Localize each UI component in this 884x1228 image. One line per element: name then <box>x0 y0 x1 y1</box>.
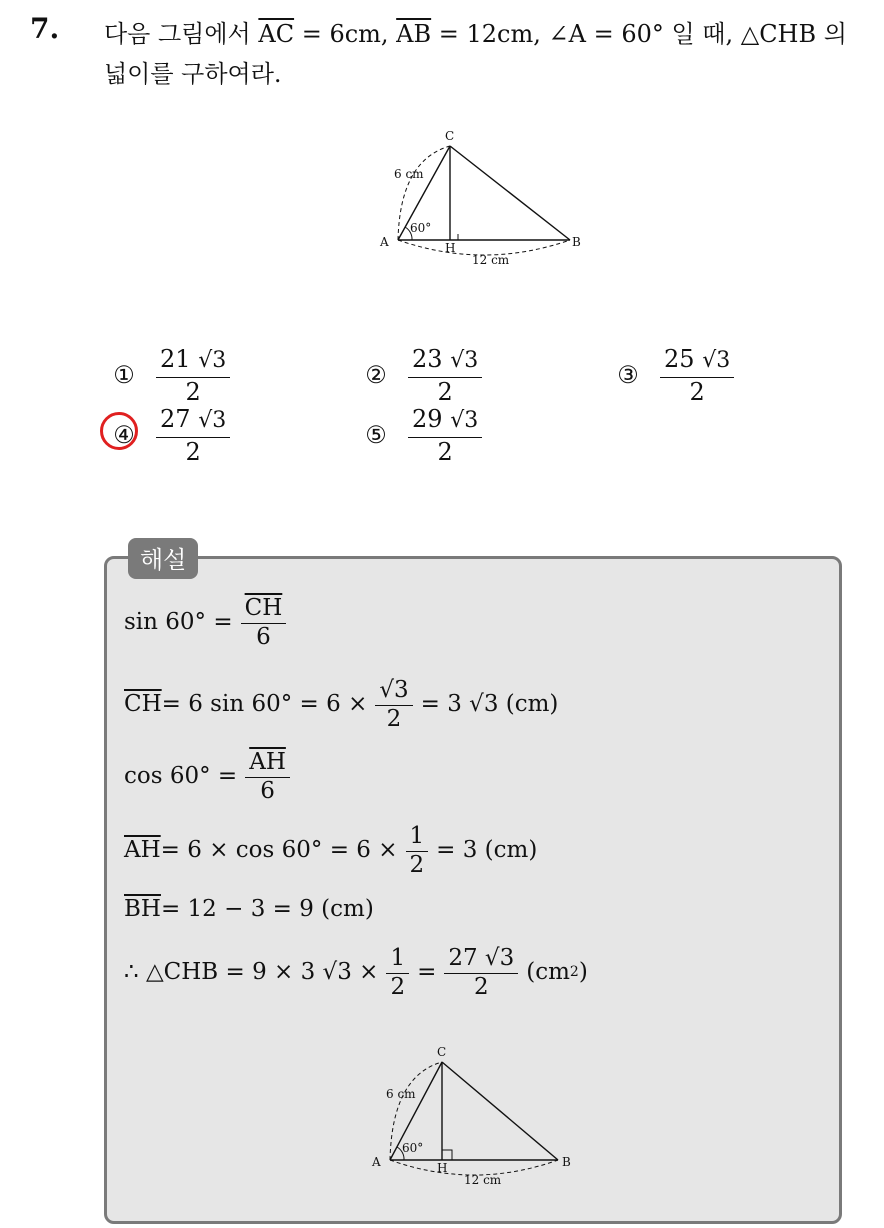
solution-line-4 <box>124 822 537 878</box>
solution-line-1 <box>124 594 294 650</box>
label-a: A <box>372 1155 381 1169</box>
fraction-denominator: 2 <box>437 438 453 466</box>
l2-numerator: √3 <box>375 676 412 706</box>
label-ac: 6 cm <box>386 1087 416 1101</box>
sqrt: √3 <box>702 348 731 373</box>
fraction-numerator: 27 <box>160 405 191 433</box>
label-angle: 60° <box>410 221 432 235</box>
choice-5[interactable] <box>356 404 482 466</box>
l6-equals: = <box>417 959 437 985</box>
solution-tag: 해설 <box>128 538 198 579</box>
choice-marker: ① <box>113 361 135 389</box>
l6-denominator-2: 2 <box>473 974 489 1000</box>
l5-text: = 12 − 3 = 9 (cm) <box>160 896 374 922</box>
fraction-denominator: 2 <box>437 378 453 406</box>
l3-denominator: 6 <box>260 778 275 804</box>
l6-denominator: 2 <box>390 974 406 1000</box>
segment-ab: $\overline{AB}$ <box>396 20 432 48</box>
choice-3[interactable] <box>608 344 734 406</box>
l1-numerator: $\overline{CH}$ <box>241 594 287 624</box>
label-h: H <box>437 1161 448 1175</box>
choice-fraction <box>156 344 230 406</box>
sqrt: √3 <box>450 408 479 433</box>
l6-fraction-2 <box>444 944 518 1000</box>
solution-line-5 <box>124 896 374 922</box>
choice-marker: ② <box>365 361 387 389</box>
fraction-denominator: 2 <box>689 378 705 406</box>
label-ab: 12 cm <box>472 253 510 267</box>
question-line2: 넓이를 구하여라. <box>104 60 282 88</box>
answer-circle-mark <box>100 412 138 450</box>
label-ab: 12 cm <box>464 1173 502 1187</box>
label-b: B <box>562 1155 571 1169</box>
l6-close-paren: ) <box>578 959 588 985</box>
label-ac: 6 cm <box>394 167 424 181</box>
question-number: 7. <box>30 12 60 45</box>
l2-denominator: 2 <box>386 706 402 732</box>
solution-line-3 <box>124 748 298 804</box>
l6-unit: (cm <box>526 959 570 985</box>
side-cb <box>450 146 570 240</box>
fraction-numerator: 29 <box>412 405 443 433</box>
solution-line-2 <box>124 676 558 732</box>
ab-value: = 12cm, ∠A = 60° 일 때, △CHB 의 <box>431 20 847 48</box>
l4-text: = 6 × cos 60° = 6 × <box>160 837 398 863</box>
l1-text: sin 60° = <box>124 609 233 635</box>
l3-fraction <box>245 748 290 804</box>
sqrt: √3 <box>450 348 479 373</box>
fraction-numerator: 21 <box>160 345 191 373</box>
l1-fraction <box>241 594 287 650</box>
l5-segment: $\overline{BH}$ <box>124 896 161 922</box>
l6-exponent: 2 <box>569 964 579 980</box>
l4-result: = 3 (cm) <box>436 837 538 863</box>
l1-denominator: 6 <box>256 624 271 650</box>
choice-marker: ④ <box>113 421 135 449</box>
l4-segment: $\overline{AH}$ <box>124 837 161 863</box>
fraction-numerator: 25 <box>664 345 695 373</box>
solution-line-6 <box>124 944 588 1000</box>
l4-denominator: 2 <box>409 852 425 878</box>
label-c: C <box>437 1045 447 1059</box>
l6-text: ∴ △CHB = 9 × 3 √3 × <box>124 959 379 985</box>
right-angle-mark <box>442 1150 452 1160</box>
choice-marker: ⑤ <box>365 421 387 449</box>
label-b: B <box>572 235 581 249</box>
label-a: A <box>380 235 389 249</box>
label-h: H <box>445 241 456 255</box>
choice-fraction <box>156 404 230 466</box>
choice-1[interactable] <box>104 344 230 406</box>
l3-numerator: $\overline{AH}$ <box>245 748 290 778</box>
question-line1-prefix: 다음 그림에서 <box>104 20 259 48</box>
label-c: C <box>445 129 455 143</box>
l4-fraction <box>406 822 429 878</box>
l2-result: = 3 √3 (cm) <box>420 691 559 717</box>
choice-fraction <box>408 404 482 466</box>
l2-fraction <box>375 676 412 732</box>
choice-fraction <box>408 344 482 406</box>
sqrt: √3 <box>198 408 227 433</box>
l4-numerator: 1 <box>406 822 429 852</box>
question-text <box>104 14 874 94</box>
ac-value: = 6cm, <box>294 20 397 48</box>
triangle-figure <box>360 120 600 270</box>
l2-segment: $\overline{CH}$ <box>124 691 162 717</box>
fraction-denominator: 2 <box>185 378 201 406</box>
l6-fraction <box>386 944 409 1000</box>
segment-ac: $\overline{AC}$ <box>258 20 295 48</box>
fraction-numerator: 23 <box>412 345 443 373</box>
choice-marker: ③ <box>617 361 639 389</box>
label-angle: 60° <box>402 1141 424 1155</box>
l2-text: = 6 sin 60° = 6 × <box>161 691 368 717</box>
l3-text: cos 60° = <box>124 763 238 789</box>
sqrt: √3 <box>198 348 227 373</box>
choice-2[interactable] <box>356 344 482 406</box>
l6-numerator: 1 <box>386 944 409 974</box>
l6-numerator-2: 27 √3 <box>444 944 518 974</box>
solution-triangle-figure <box>352 1040 592 1190</box>
side-cb <box>442 1062 558 1160</box>
choice-fraction <box>660 344 734 406</box>
fraction-denominator: 2 <box>185 438 201 466</box>
